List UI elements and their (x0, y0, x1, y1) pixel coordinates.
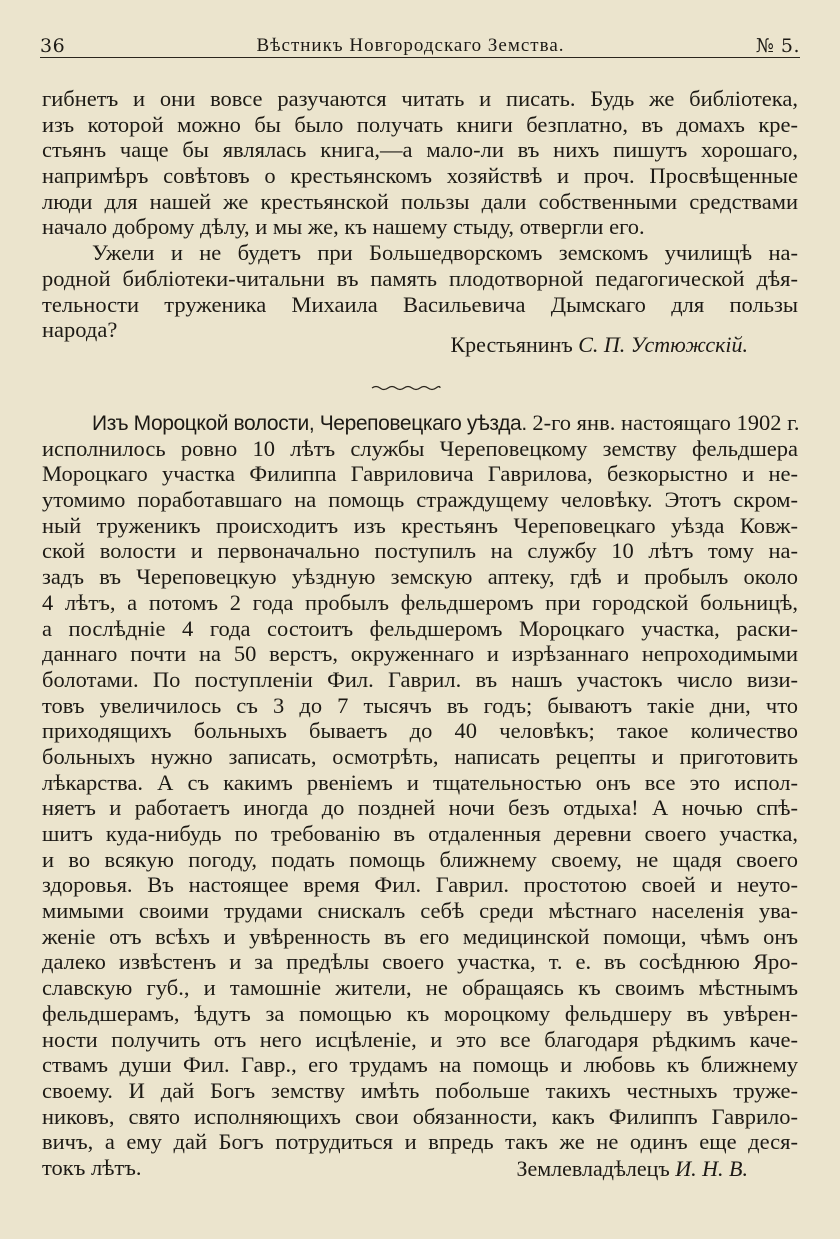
text-line: славскую губ., и тамошніе жители, не обращаясь къ своимъ мѣстнымъ (42, 975, 798, 1001)
text-line: даннаго почти на 50 верстъ, окруженнаго и изрѣзаннаго непроходимыми (42, 641, 798, 667)
text-line: ской волости и первоначально поступилъ на службу 10 лѣтъ тому на- (42, 538, 798, 564)
text-line: ный труженикъ происходитъ изъ крестьянъ Череповецкаго уѣзда Ковж- (42, 512, 798, 538)
issue-number: № 5. (755, 35, 800, 57)
text-line: ности получить отъ него исцѣленіе, и это все благодаря рѣдкимъ каче- (42, 1026, 798, 1052)
text-line: приходящихъ больныхъ бываетъ до 40 человѣкъ; такое количество (42, 718, 798, 744)
text-line: родной библіотеки-читальни въ память плодотворной педагогической дѣя- (42, 265, 798, 291)
text-line: мимыми своими трудами снискалъ себѣ среди мѣстнаго населенія ува- (42, 898, 798, 924)
text-line: 4 лѣтъ, а потомъ 2 года пробылъ фельдшеромъ при городской больницѣ, (42, 589, 798, 615)
article-2-body (42, 410, 798, 1181)
article-lead: Изъ Мороцкой волости, Череповецкаго уѣзда. (92, 412, 527, 435)
text-line: задъ въ Череповецкую уѣздную земскую аптеку, гдѣ и пробылъ около (42, 564, 798, 590)
text-line: Мороцкаго участка Филиппа Гавриловича Гаврилова, безкорыстно и не- (42, 461, 798, 487)
text-line: тельности труженика Михаила Васильевича Дымскаго для пользы (42, 291, 798, 317)
text-line: исполнилось ровно 10 лѣтъ службы Череповецкому земству фельдшера (42, 435, 798, 461)
signature-1 (450, 332, 748, 358)
text-line: никовъ, свято исполняющихъ свои обязанности, какъ Филиппъ Гаврило- (42, 1103, 798, 1129)
text-line: изъ которой можно бы было получать книги безплатно, въ домахъ кре- (42, 111, 798, 137)
text-line: женіе отъ всѣхъ и увѣренность въ его медицинской помощи, чѣмъ онъ (42, 923, 798, 949)
section-divider (370, 384, 442, 392)
journal-title: Вѣстникъ Новгородскаго Земства. (256, 35, 565, 56)
text-line: ствамъ души Фил. Гавр., его трудамъ на помощь и любовь къ ближнему (42, 1052, 798, 1078)
signature-2 (516, 1156, 748, 1182)
text-line: Изъ Мороцкой волости, Череповецкаго уѣзда. 2-го янв. настоящаго 1902 г. (92, 410, 800, 435)
signature-prefix: Крестьянинъ (450, 332, 573, 357)
running-header (40, 31, 800, 58)
article-1-body (42, 86, 798, 343)
text-line: фельдшерамъ, ѣдутъ за помощью къ мороцкому фельдшеру въ увѣрен- (42, 1000, 798, 1026)
signature-name: С. П. Устюжскій. (578, 332, 748, 357)
signature-prefix: Землевладѣлецъ (516, 1156, 670, 1181)
text-line: народа? (42, 317, 118, 343)
page-number: 36 (40, 35, 66, 57)
text-line: люди для нашей же крестьянской пользы дали собственными средствами (42, 188, 798, 214)
text-line: больныхъ нужно записать, осмотрѣть, написать рецепты и приготовить (42, 743, 798, 769)
text-line: шитъ куда-нибудь по требованію въ отдаленныя деревни своего участка, (42, 821, 798, 846)
text-line: и во всякую погоду, подать помощь ближнему своему, не щадя своего (42, 846, 798, 872)
text-line: лѣкарства. А съ какимъ рвеніемъ и тщательностью онъ все это испол- (42, 769, 798, 795)
text-line: напримѣръ совѣтовъ о крестьянскомъ хозяйствѣ и проч. Просвѣщенные (42, 163, 798, 189)
text-line: стьянъ чаще бы являлась книга,—а мало-ли въ нихъ пишутъ хорошаго, (42, 137, 798, 163)
text-line: здоровья. Въ настоящее время Фил. Гаврил. простотою своей и неуто- (42, 872, 798, 898)
text-line: начало доброму дѣлу, и мы же, къ нашему стыду, отвергли его. (42, 214, 645, 240)
text-line: гибнетъ и они вовсе разучаются читать и писать. Будь же библіотека, (42, 86, 798, 111)
text-line: далеко извѣстенъ и за предѣлы своего участка, т. е. въ сосѣднюю Яро- (42, 949, 798, 975)
text-line: болотами. По поступленіи Фил. Гаврил. въ нашъ участокъ число визи- (42, 666, 798, 692)
text-line: вичъ, а ему дай Богъ потрудиться и впредь такъ же не одинъ еще деся- (42, 1129, 798, 1155)
text-line: Ужели и не будетъ при Большедворскомъ земскомъ училищѣ на- (92, 240, 798, 266)
text-line: няетъ и работаетъ иногда до поздней ночи безъ отдыха! А ночью спѣ- (42, 795, 798, 821)
text-line: токъ лѣтъ. (42, 1154, 142, 1180)
text-line: утомимо поработавшаго на помощь страждущему человѣку. Этотъ скром- (42, 487, 798, 513)
text-line: а послѣдніе 4 года состоитъ фельдшеромъ Мороцкаго участка, раски- (42, 615, 798, 641)
text-line: товъ увеличилось съ 3 до 7 тысячъ въ годъ; бываютъ такіе дни, что (42, 692, 798, 718)
signature-name: И. Н. В. (675, 1156, 748, 1181)
text-line: своему. И дай Богъ земству имѣть побольше такихъ честныхъ труже- (42, 1077, 798, 1103)
